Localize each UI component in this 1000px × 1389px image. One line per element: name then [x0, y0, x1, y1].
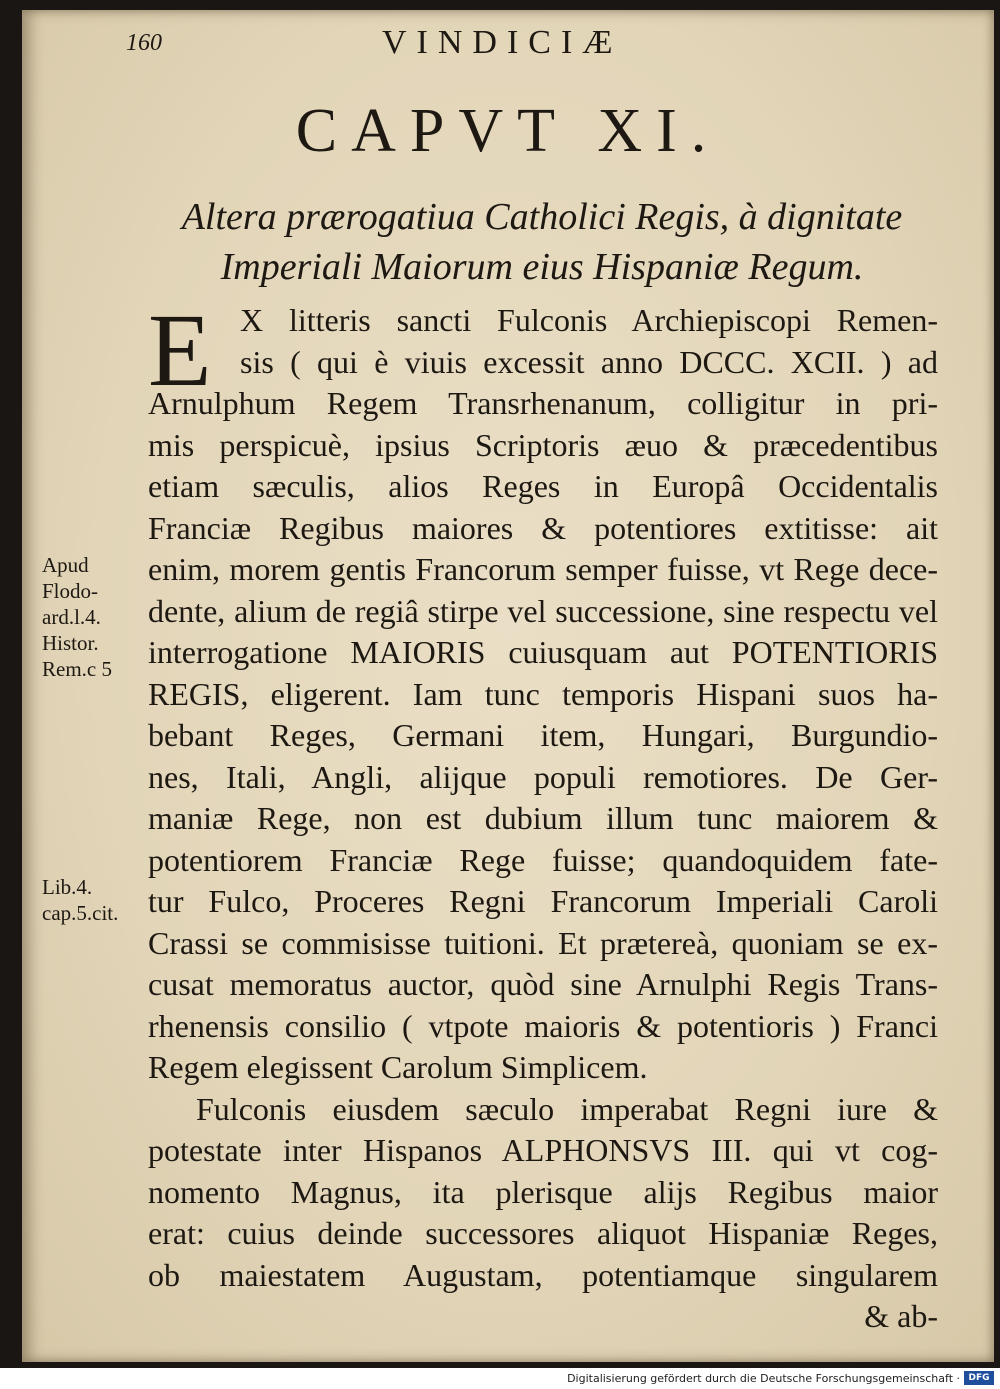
margin-note-line: Histor.: [42, 631, 99, 655]
text-line: potentiorem Franciæ Rege fuisse; quandoquidem fate-: [148, 841, 938, 878]
page-number: 160: [126, 30, 162, 56]
margin-note-line: Flodo-: [42, 579, 99, 603]
text-line: Franciæ Regibus maiores & potentiores extitisse: ait: [148, 509, 938, 546]
chapter-title: CAPVT XI.: [295, 97, 721, 165]
footer: [0, 1368, 1000, 1389]
text-line: Crassi se commisisse tuitioni. Et prætereà, quoniam se ex-: [148, 924, 938, 961]
text-line: REGIS, eligerent. Iam tunc temporis Hispani suos ha-: [148, 675, 938, 712]
catchword: & ab-: [864, 1298, 938, 1334]
text-line: Regem elegissent Carolum Simplicem.: [148, 1049, 648, 1085]
text-line: enim, morem gentis Francorum semper fuisse, vt Rege dece-: [148, 551, 938, 587]
margin-note-line: cap.5.cit.: [42, 901, 119, 925]
text-line: potestate inter Hispanos ALPHONSVS III. qui vt cog-: [148, 1132, 938, 1168]
text-line: erat: cuius deinde successores aliquot Hispaniæ Reges,: [148, 1215, 938, 1251]
book-page: [22, 10, 994, 1362]
text-line: Arnulphum Regem Transrhenanum, colligitur in pri-: [148, 385, 938, 421]
text-line: ob maiestatem Augustam, potentiamque singularem: [148, 1256, 938, 1293]
text-line: X litteris sancti Fulconis Archiepiscopi Remen-: [240, 302, 938, 338]
text-line: etiam sæculis, alios Reges in Europâ Occidentalis: [148, 468, 938, 504]
margin-note: [42, 874, 142, 926]
footer-text: Digitalisierung gefördert durch die Deutsche Forschungsgemeinschaft ·: [567, 1372, 960, 1385]
body-text: [148, 293, 938, 1338]
dfg-logo: DFG: [964, 1371, 994, 1385]
margin-note-line: Apud: [42, 553, 89, 577]
text-line: dente, alium de regiâ stirpe vel successione, sine respectu vel: [148, 592, 938, 629]
margin-note-line: Lib.4.: [42, 875, 93, 899]
text-line: interrogatione MAIORIS cuiusquam aut POTENTIORIS: [148, 634, 938, 670]
margin-note-line: ard.l.4.: [42, 605, 101, 629]
running-head: VINDICIÆ: [382, 24, 623, 61]
text-line: nomento Magnus, ita plerisque alijs Regibus maior: [148, 1173, 938, 1210]
margin-note: [42, 552, 142, 682]
margin-note-line: Rem.c 5: [42, 657, 112, 681]
text-line: tur Fulco, Proceres Regni Francorum Imperiali Caroli: [148, 883, 938, 919]
subtitle-line: Altera prærogatiua Catholici Regis, à dignitate: [181, 196, 903, 238]
drop-cap: E: [148, 293, 212, 408]
text-line: mis perspicuè, ipsius Scriptoris æuo & præcedentibus: [148, 426, 938, 463]
text-line: bebant Reges, Germani item, Hungari, Burgundio-: [148, 717, 938, 753]
text-line: sis ( qui è viuis excessit anno DCCC. XCII. ) ad: [240, 343, 938, 380]
text-line: nes, Itali, Angli, alijque populi remotiores. De Ger-: [148, 758, 938, 795]
text-line: rhenensis consilio ( vtpote maioris & potentioris ) Franci: [148, 1007, 938, 1044]
subtitle-line: Imperiali Maiorum eius Hispaniæ Regum.: [220, 246, 864, 288]
text-line: cusat memoratus auctor, quòd sine Arnulphi Regis Trans-: [148, 966, 938, 1002]
chapter-subtitle: [142, 192, 942, 292]
text-line: Fulconis eiusdem sæculo imperabat Regni iure &: [196, 1090, 938, 1127]
text-line: maniæ Rege, non est dubium illum tunc maiorem &: [148, 800, 938, 836]
